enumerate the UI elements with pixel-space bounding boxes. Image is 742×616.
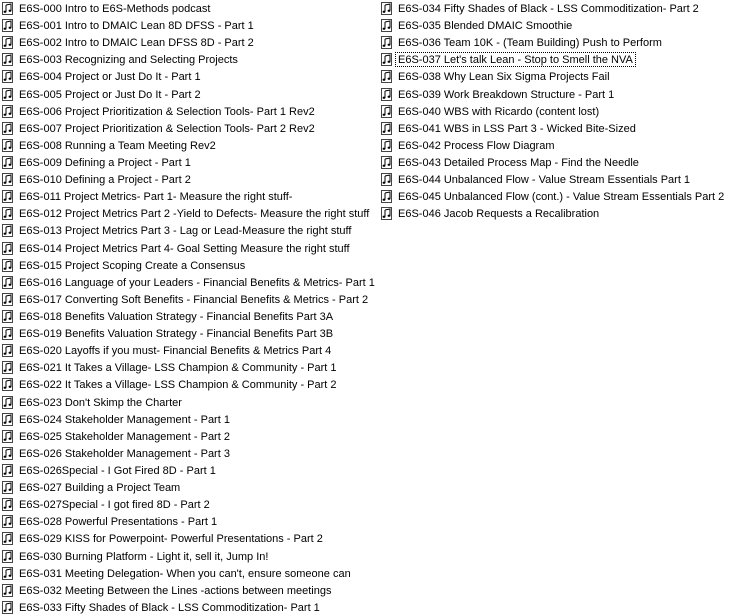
music-file-icon (2, 139, 13, 152)
music-file-icon (2, 584, 13, 597)
file-name: E6S-023 Don't Skimp the Charter (19, 396, 182, 409)
music-file-icon (381, 70, 392, 83)
file-item[interactable] (0, 496, 376, 513)
music-file-icon (2, 105, 13, 118)
music-file-icon (2, 190, 13, 203)
file-item[interactable] (379, 0, 742, 17)
file-name: E6S-014 Project Metrics Part 4- Goal Setting Measure the right stuff (19, 242, 350, 255)
file-name: E6S-029 KISS for Powerpoint- Powerful Presentations - Part 2 (19, 533, 323, 546)
file-name: E6S-011 Project Metrics- Part 1- Measure the right stuff- (19, 191, 293, 204)
file-name: E6S-025 Stakeholder Management - Part 2 (19, 430, 230, 443)
file-name: E6S-008 Running a Team Meeting Rev2 (19, 139, 216, 152)
file-name: E6S-003 Recognizing and Selecting Projects (19, 54, 238, 67)
file-name: E6S-009 Defining a Project - Part 1 (19, 157, 191, 170)
file-item[interactable] (379, 154, 742, 171)
music-file-icon (2, 498, 13, 511)
file-name: E6S-005 Project or Just Do It - Part 2 (19, 88, 201, 101)
file-item[interactable] (0, 462, 376, 479)
file-name: E6S-021 It Takes a Village- LSS Champion & Community - Part 1 (19, 362, 337, 375)
music-file-icon (381, 139, 392, 152)
file-item[interactable] (379, 17, 742, 34)
file-item[interactable] (0, 291, 376, 308)
file-item[interactable] (0, 86, 376, 103)
music-file-icon (2, 293, 13, 306)
file-item[interactable] (0, 359, 376, 376)
file-item[interactable] (0, 565, 376, 582)
file-item[interactable] (0, 530, 376, 547)
music-file-icon (381, 105, 392, 118)
file-name: E6S-046 Jacob Requests a Recalibration (398, 208, 600, 221)
file-name: E6S-030 Burning Platform - Light it, sell it, Jump In! (19, 550, 269, 563)
file-name: E6S-006 Project Prioritization & Selection Tools- Part 1 Rev2 (19, 105, 315, 118)
file-item[interactable] (379, 86, 742, 103)
music-file-icon (2, 344, 13, 357)
music-file-icon (381, 19, 392, 32)
music-file-icon (2, 413, 13, 426)
file-item[interactable] (0, 17, 376, 34)
file-item[interactable] (379, 51, 742, 68)
file-name: E6S-024 Stakeholder Management - Part 1 (19, 413, 230, 426)
file-name: E6S-041 WBS in LSS Part 3 - Wicked Bite-Sized (398, 122, 636, 135)
file-name: E6S-002 Intro to DMAIC Lean DFSS 8D - Part 2 (19, 37, 254, 50)
file-item[interactable] (0, 257, 376, 274)
file-item[interactable] (379, 120, 742, 137)
file-name: E6S-040 WBS with Ricardo (content lost) (398, 105, 600, 118)
file-name: E6S-007 Project Prioritization & Selection Tools- Part 2 Rev2 (19, 122, 315, 135)
file-name: E6S-016 Language of your Leaders - Financial Benefits & Metrics- Part 1 (19, 276, 375, 289)
file-item[interactable] (0, 0, 376, 17)
file-name: E6S-034 Fifty Shades of Black - LSS Commoditization- Part 2 (398, 3, 699, 16)
file-name: E6S-017 Converting Soft Benefits - Financial Benefits & Metrics - Part 2 (19, 293, 369, 306)
music-file-icon (381, 207, 392, 220)
music-file-icon (2, 481, 13, 494)
music-file-icon (2, 19, 13, 32)
music-file-icon (2, 327, 13, 340)
file-item[interactable] (0, 274, 376, 291)
file-name: E6S-001 Intro to DMAIC Lean 8D DFSS - Part 1 (19, 20, 254, 33)
file-item[interactable] (0, 394, 376, 411)
file-item[interactable] (0, 240, 376, 257)
file-item[interactable] (0, 68, 376, 85)
file-item[interactable] (379, 171, 742, 188)
file-item[interactable] (379, 137, 742, 154)
file-item[interactable] (0, 513, 376, 530)
file-name: E6S-039 Work Breakdown Structure - Part 1 (398, 88, 615, 101)
file-item[interactable] (0, 428, 376, 445)
file-item[interactable] (0, 342, 376, 359)
music-file-icon (381, 53, 392, 66)
music-file-icon (2, 396, 13, 409)
file-item[interactable] (0, 479, 376, 496)
music-file-icon (2, 430, 13, 443)
file-name: E6S-044 Unbalanced Flow - Value Stream Essentials Part 1 (398, 174, 691, 187)
music-file-icon (2, 36, 13, 49)
music-file-icon (2, 242, 13, 255)
file-item[interactable] (0, 376, 376, 393)
file-item[interactable] (0, 120, 376, 137)
file-item[interactable] (0, 548, 376, 565)
file-column-2 (379, 0, 742, 222)
music-file-icon (381, 88, 392, 101)
file-item[interactable] (379, 188, 742, 205)
file-item[interactable] (0, 411, 376, 428)
music-file-icon (2, 601, 13, 614)
file-name: E6S-020 Layoffs if you must- Financial Benefits & Metrics Part 4 (19, 345, 332, 358)
music-file-icon (381, 173, 392, 186)
music-file-icon (2, 532, 13, 545)
music-file-icon (2, 173, 13, 186)
music-file-icon (2, 224, 13, 237)
file-name: E6S-033 Fifty Shades of Black - LSS Commoditization- Part 1 (19, 601, 320, 614)
music-file-icon (2, 53, 13, 66)
file-name: E6S-036 Team 10K - (Team Building) Push to Perform (398, 37, 662, 50)
music-file-icon (2, 361, 13, 374)
file-name: E6S-004 Project or Just Do It - Part 1 (19, 71, 201, 84)
music-file-icon (2, 447, 13, 460)
music-file-icon (381, 2, 392, 15)
file-name: E6S-043 Detailed Process Map - Find the Needle (398, 157, 639, 170)
file-name: E6S-000 Intro to E6S-Methods podcast (19, 3, 211, 16)
file-name: E6S-019 Benefits Valuation Strategy - Financial Benefits Part 3B (19, 328, 334, 341)
file-name: E6S-022 It Takes a Village- LSS Champion & Community - Part 2 (19, 379, 337, 392)
file-name: E6S-037 Let's talk Lean - Stop to Smell the NVA (395, 52, 636, 67)
file-item[interactable] (0, 154, 376, 171)
music-file-icon (2, 2, 13, 15)
music-file-icon (2, 276, 13, 289)
music-file-icon (2, 207, 13, 220)
music-file-icon (381, 122, 392, 135)
file-name: E6S-032 Meeting Between the Lines -actions between meetings (19, 584, 332, 597)
file-item[interactable] (0, 188, 376, 205)
music-file-icon (2, 88, 13, 101)
file-item[interactable] (0, 137, 376, 154)
file-name: E6S-031 Meeting Delegation- When you can't, ensure someone can (19, 567, 351, 580)
file-name: E6S-010 Defining a Project - Part 2 (19, 174, 191, 187)
file-name: E6S-045 Unbalanced Flow (cont.) - Value Stream Essentials Part 2 (398, 191, 725, 204)
file-name: E6S-035 Blended DMAIC Smoothie (398, 20, 573, 33)
file-name: E6S-042 Process Flow Diagram (398, 139, 555, 152)
file-name: E6S-013 Project Metrics Part 3 - Lag or Lead-Measure the right stuff (19, 225, 352, 238)
file-name: E6S-012 Project Metrics Part 2 -Yield to Defects- Measure the right stuff (19, 208, 370, 221)
music-file-icon (2, 156, 13, 169)
file-item[interactable] (0, 599, 376, 616)
file-item[interactable] (0, 582, 376, 599)
file-item[interactable] (0, 34, 376, 51)
file-item[interactable] (379, 103, 742, 120)
file-item[interactable] (0, 103, 376, 120)
music-file-icon (381, 190, 392, 203)
music-file-icon (2, 515, 13, 528)
music-file-icon (2, 70, 13, 83)
music-file-icon (2, 378, 13, 391)
file-item[interactable] (0, 308, 376, 325)
file-item[interactable] (379, 34, 742, 51)
file-item[interactable] (0, 171, 376, 188)
file-item[interactable] (0, 205, 376, 222)
music-file-icon (2, 550, 13, 563)
file-item[interactable] (379, 205, 742, 222)
music-file-icon (2, 464, 13, 477)
music-file-icon (2, 259, 13, 272)
music-file-icon (2, 310, 13, 323)
file-name: E6S-038 Why Lean Six Sigma Projects Fail (398, 71, 610, 84)
file-item[interactable] (0, 445, 376, 462)
file-item[interactable] (0, 325, 376, 342)
file-item[interactable] (0, 222, 376, 239)
music-file-icon (2, 567, 13, 580)
file-name: E6S-026 Stakeholder Management - Part 3 (19, 447, 230, 460)
file-name: E6S-028 Powerful Presentations - Part 1 (19, 516, 218, 529)
music-file-icon (381, 36, 392, 49)
file-item[interactable] (379, 68, 742, 85)
file-name: E6S-018 Benefits Valuation Strategy - Financial Benefits Part 3A (19, 311, 334, 324)
file-name: E6S-027 Building a Project Team (19, 482, 181, 495)
music-file-icon (381, 156, 392, 169)
file-name: E6S-027Special - I got fired 8D - Part 2 (19, 499, 210, 512)
file-item[interactable] (0, 51, 376, 68)
file-name: E6S-015 Project Scoping Create a Consensus (19, 259, 246, 272)
music-file-icon (2, 122, 13, 135)
file-name: E6S-026Special - I Got Fired 8D - Part 1 (19, 465, 216, 477)
